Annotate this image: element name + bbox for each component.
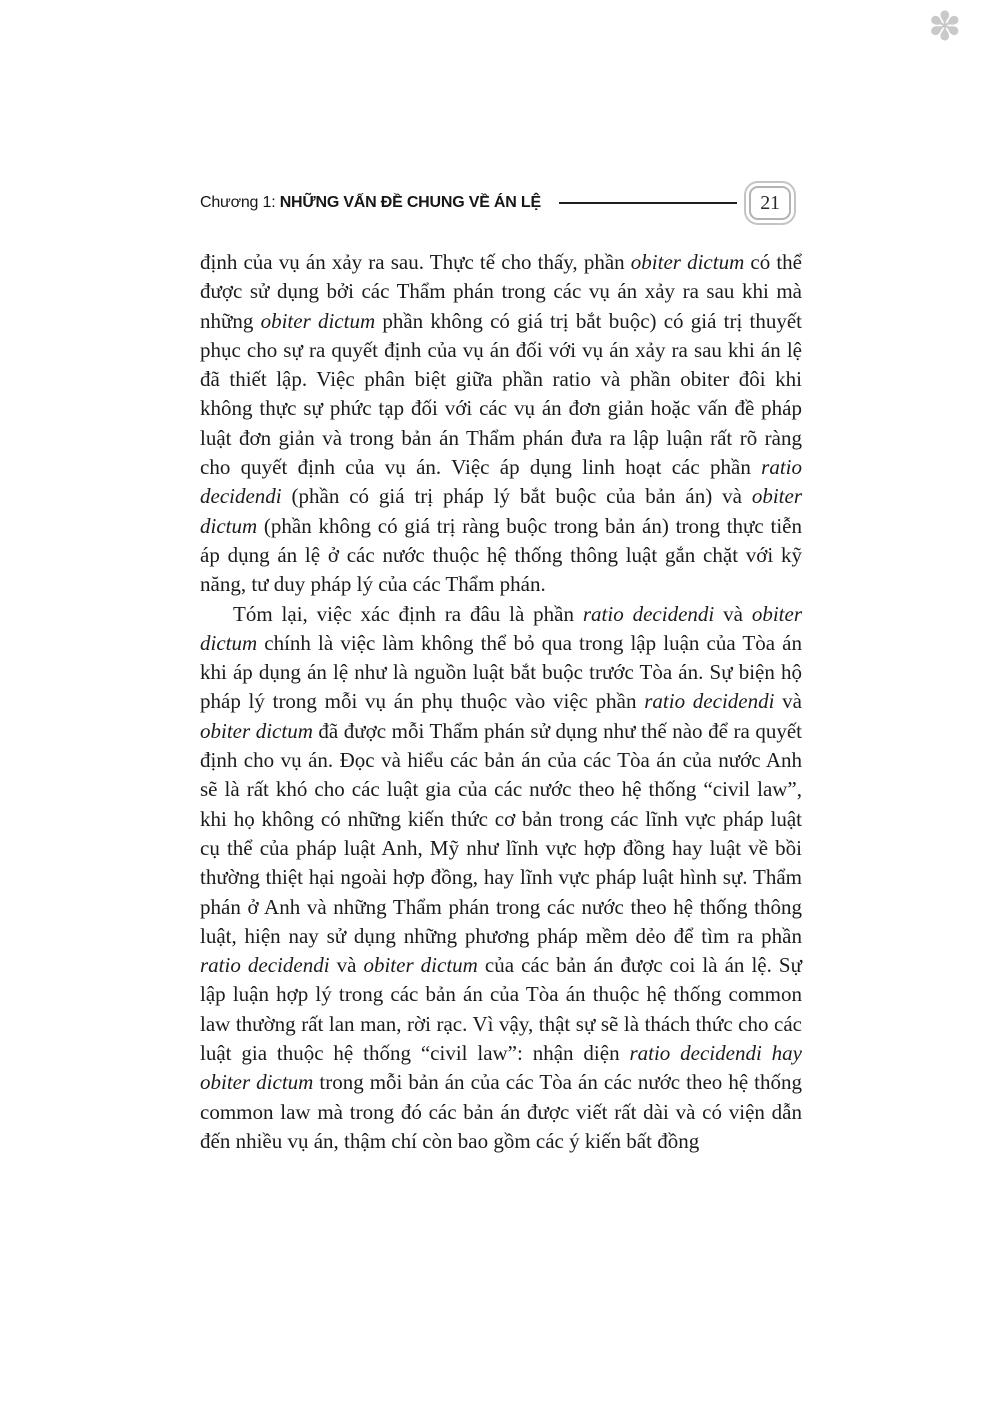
text-segment: đã được mỗi Thẩm phán sử dụng như thế nào để ra quyết định cho vụ án. Đọc và hiểu các bản án của các Tòa án của nước Anh sẽ là rất khó cho các luật gia của các nước theo hệ thống “civil law”, khi họ không có những kiến thức cơ bản trong các lĩnh vực pháp luật cụ thể của pháp luật Anh, Mỹ như lĩnh vực hợp đồng hay luật về bồi thường thiệt hại ngoài hợp đồng, hay lĩnh vực pháp luật hình sự. Thẩm phán ở Anh và những Thẩm phán trong các nước theo hệ thống thông luật, hiện nay sử dụng những phương pháp mềm dẻo để tìm ra phần <box>200 718 802 948</box>
text-segment: có thể được sử dụng bởi các Thẩm phán trong các vụ án xảy ra sau khi mà những <box>200 250 802 333</box>
italic-phrase: obiter dictum <box>200 718 313 743</box>
text-segment: và <box>714 601 752 626</box>
text-segment: và <box>329 953 364 978</box>
text-segment: và <box>774 689 802 714</box>
text-segment: phần không có giá trị bắt buộc) có giá trị thuyết phục cho sự ra quyết định của vụ án đối với vụ án xảy ra sau khi án lệ đã thiết lập. Việc phân biệt giữa phần ratio và phần obiter đôi khi không thực sự phức tạp đối với các vụ án đơn giản hoặc vấn đề pháp luật đơn giản và trong bản án Thẩm phán đưa ra lập luận rất rõ ràng cho quyết định của vụ án. Việc áp dụng linh hoạt các phần <box>200 308 802 480</box>
italic-phrase: obiter dictum <box>200 484 802 538</box>
chapter-prefix: Chương 1: <box>200 194 280 211</box>
text-segment: định của vụ án xảy ra sau. Thực tế cho thấy, phần <box>200 250 631 274</box>
italic-phrase: obiter dictum <box>630 250 745 274</box>
page-number-box <box>744 181 796 225</box>
text-segment: trong mỗi bản án của các Tòa án các nước theo hệ thống common law mà trong đó các bản án được viết rất dài và có viện dẫn đến nhiều vụ án, thậm chí còn bao gồm các ý kiến bất đồng <box>200 1070 802 1153</box>
text-segment: Tóm lại, việc xác định ra đâu là phần <box>233 601 583 626</box>
page-number: 21 <box>749 186 791 220</box>
italic-phrase: obiter dictum <box>200 601 802 655</box>
body-text <box>200 248 802 1156</box>
italic-phrase: obiter dictum <box>260 308 376 333</box>
paragraph <box>200 600 802 1157</box>
header-rule <box>559 202 737 204</box>
chapter-title: NHỮNG VẤN ĐỀ CHUNG VỀ ÁN LỆ <box>279 194 541 211</box>
text-segment: của các bản án được coi là án lệ. Sự lập luận hợp lý trong các bản án của Tòa án thuộc hệ thống common law thường rất lan man, rời rạc. Vì vậy, thật sự sẽ là thách thức cho các luật gia thuộc hệ thống “civil law”: nhận diện <box>200 953 802 1066</box>
text-segment: chính là việc làm không thể bỏ qua trong lập luận của Tòa án khi áp dụng án lệ như là nguồn luật bắt buộc trước Tòa án. Sự biện hộ pháp lý trong mỗi vụ án phụ thuộc vào việc phần <box>200 630 802 714</box>
chapter-header <box>200 181 796 225</box>
text-segment: (phần không có giá trị ràng buộc trong bản án) trong thực tiễn áp dụng án lệ ở các nước thuộc hệ thống thông luật gắn chặt với kỹ năng, tư duy pháp lý của các Thẩm phán. <box>200 513 802 597</box>
italic-phrase: ratio decidendi <box>582 601 715 626</box>
text-segment: (phần có giá trị pháp lý bắt buộc của bản án) và <box>281 484 752 509</box>
italic-phrase: ratio decidendi hay obiter dictum <box>200 1041 802 1095</box>
italic-phrase: ratio decidendi <box>200 455 802 509</box>
paragraph <box>200 248 802 600</box>
flower-ornament-icon: ✽ <box>928 4 962 50</box>
italic-phrase: ratio decidendi <box>644 689 775 714</box>
italic-phrase: obiter dictum <box>363 953 478 978</box>
italic-phrase: ratio decidendi <box>200 953 330 978</box>
